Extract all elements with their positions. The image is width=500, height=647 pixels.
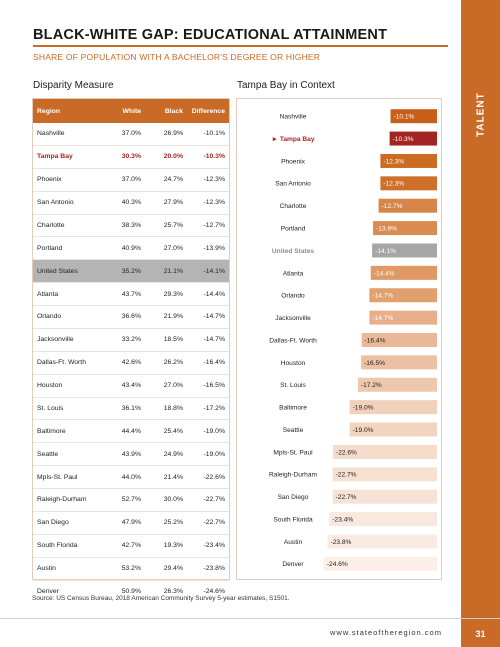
category-label: San Antonio bbox=[275, 180, 311, 188]
cell-difference: -19.0% bbox=[203, 450, 225, 458]
cell-white: 47.9% bbox=[121, 519, 141, 527]
cell-black: 30.0% bbox=[163, 496, 183, 504]
cell-region: St. Louis bbox=[37, 404, 64, 412]
cell-white: 44.4% bbox=[121, 427, 141, 435]
cell-black: 24.9% bbox=[163, 450, 183, 458]
table-row bbox=[33, 398, 229, 421]
bar-value-label: -13.9% bbox=[376, 225, 397, 233]
cell-region: Tampa Bay bbox=[37, 153, 73, 161]
cell-white: 42.7% bbox=[121, 542, 141, 550]
cell-difference: -12.3% bbox=[203, 199, 225, 207]
table-row bbox=[33, 146, 229, 169]
category-label: Austin bbox=[283, 538, 303, 546]
category-label: Charlotte bbox=[279, 203, 307, 211]
cell-region: South Florida bbox=[37, 542, 78, 550]
cell-black: 27.0% bbox=[163, 244, 183, 252]
cell-black: 27.0% bbox=[163, 382, 183, 390]
cell-black: 25.7% bbox=[163, 221, 183, 229]
cell-black: 18.8% bbox=[163, 404, 183, 412]
cell-white: 36.6% bbox=[121, 313, 141, 321]
cell-region: Nashville bbox=[37, 130, 65, 138]
cell-black: 26.2% bbox=[163, 359, 183, 367]
table-row bbox=[33, 420, 229, 443]
cell-difference: -23.8% bbox=[203, 565, 225, 573]
cell-white: 30.3% bbox=[121, 153, 141, 161]
page-number: 31 bbox=[461, 620, 500, 647]
bar-value-label: -12.7% bbox=[381, 203, 403, 211]
cell-white: 50.9% bbox=[121, 588, 141, 596]
category-label: Mpls-St. Paul bbox=[273, 449, 313, 457]
table-row bbox=[33, 169, 229, 192]
cell-region: Orlando bbox=[37, 313, 62, 321]
cell-region: Dallas-Ft. Worth bbox=[37, 359, 86, 367]
category-label: Orlando bbox=[281, 292, 305, 300]
cell-difference: -12.3% bbox=[203, 176, 225, 184]
cell-region: Raleigh-Durham bbox=[37, 496, 87, 504]
cell-white: 40.9% bbox=[121, 244, 141, 252]
cell-black: 25.2% bbox=[163, 519, 183, 527]
category-label: South Florida bbox=[273, 516, 313, 524]
disparity-table bbox=[32, 98, 230, 596]
cell-difference: -16.5% bbox=[203, 382, 225, 390]
bar-value-label: -22.6% bbox=[336, 449, 357, 457]
bar-value-label: -19.0% bbox=[352, 426, 374, 434]
table-row bbox=[33, 375, 229, 398]
cell-black: 24.7% bbox=[163, 176, 183, 184]
cell-difference: -14.7% bbox=[203, 313, 225, 321]
category-label: Atlanta bbox=[282, 270, 304, 278]
cell-region: United States bbox=[37, 267, 78, 275]
cell-difference: -13.9% bbox=[203, 244, 225, 252]
bar-value-label: -10.3% bbox=[392, 135, 414, 143]
bar-value-label: -24.6% bbox=[326, 561, 348, 569]
table-row bbox=[33, 283, 229, 306]
bar-value-label: -12.3% bbox=[383, 158, 405, 166]
cell-region: Portland bbox=[37, 244, 63, 252]
category-label: San Diego bbox=[277, 494, 309, 502]
cell-region: San Diego bbox=[37, 519, 69, 527]
cell-difference: -14.7% bbox=[203, 336, 225, 344]
cell-black: 21.9% bbox=[163, 313, 183, 321]
table-row bbox=[33, 558, 229, 581]
bar-value-label: -10.1% bbox=[393, 113, 415, 121]
cell-region: Seattle bbox=[37, 450, 59, 458]
cell-white: 44.0% bbox=[121, 473, 141, 481]
cell-black: 19.3% bbox=[163, 542, 183, 550]
table-row bbox=[33, 352, 229, 375]
cell-white: 37.0% bbox=[121, 176, 141, 184]
cell-white: 40.3% bbox=[121, 199, 141, 207]
cell-difference: -23.4% bbox=[203, 542, 225, 550]
table-row bbox=[33, 535, 229, 558]
table-row bbox=[33, 215, 229, 238]
cell-region: Austin bbox=[37, 565, 56, 573]
bar-value-label: -16.4% bbox=[364, 337, 386, 345]
bar-value-label: -14.7% bbox=[372, 315, 394, 323]
cell-white: 33.2% bbox=[121, 336, 141, 344]
header-region: Region bbox=[37, 107, 61, 115]
cell-black: 21.1% bbox=[163, 267, 183, 275]
cell-black: 25.4% bbox=[163, 427, 183, 435]
footer-rule bbox=[0, 618, 500, 619]
table-row bbox=[33, 260, 229, 283]
cell-white: 36.1% bbox=[121, 404, 141, 412]
cell-white: 35.2% bbox=[121, 267, 141, 275]
bar-value-label: -14.4% bbox=[373, 270, 395, 278]
table-row bbox=[33, 512, 229, 535]
category-label: St. Louis bbox=[280, 382, 306, 390]
bar-value-label: -23.4% bbox=[332, 516, 354, 524]
cell-difference: -14.4% bbox=[203, 290, 225, 298]
category-label: ► Tampa Bay bbox=[271, 135, 315, 143]
cell-region: Mpls-St. Paul bbox=[37, 473, 78, 481]
cell-white: 43.7% bbox=[121, 290, 141, 298]
cell-white: 42.6% bbox=[121, 359, 141, 367]
category-label: Denver bbox=[282, 561, 304, 569]
table-row bbox=[33, 192, 229, 215]
cell-region: Phoenix bbox=[37, 176, 62, 184]
cell-region: Charlotte bbox=[37, 221, 65, 229]
bar-value-label: -14.1% bbox=[375, 247, 397, 255]
disparity-measure-label: Disparity Measure bbox=[33, 80, 114, 91]
cell-black: 26.3% bbox=[163, 588, 183, 596]
cell-region: San Antonio bbox=[37, 199, 74, 207]
bar-value-label: -12.3% bbox=[383, 180, 405, 188]
cell-black: 20.0% bbox=[163, 153, 183, 161]
table-body bbox=[33, 123, 229, 603]
cell-black: 26.9% bbox=[163, 130, 183, 138]
cell-region: Baltimore bbox=[37, 427, 66, 435]
table-row bbox=[33, 466, 229, 489]
cell-difference: -17.2% bbox=[203, 404, 225, 412]
category-label: Dallas-Ft. Worth bbox=[269, 337, 317, 345]
bar-value-label: -19.0% bbox=[352, 404, 374, 412]
cell-difference: -22.6% bbox=[203, 473, 225, 481]
cell-black: 18.5% bbox=[163, 336, 183, 344]
cell-white: 38.3% bbox=[121, 221, 141, 229]
cell-black: 29.4% bbox=[163, 565, 183, 573]
category-label: Nashville bbox=[279, 113, 307, 121]
cell-black: 29.3% bbox=[163, 290, 183, 298]
table-row bbox=[33, 123, 229, 146]
cell-region: Denver bbox=[37, 588, 59, 596]
cell-region: Houston bbox=[37, 382, 63, 390]
header-difference: Difference bbox=[191, 107, 225, 115]
bar-value-label: -23.8% bbox=[330, 538, 352, 546]
cell-white: 43.9% bbox=[121, 450, 141, 458]
cell-white: 53.2% bbox=[121, 565, 141, 573]
category-label: Houston bbox=[280, 359, 306, 367]
header-white: White bbox=[122, 107, 141, 115]
category-label: Phoenix bbox=[281, 158, 305, 166]
cell-region: Atlanta bbox=[37, 290, 59, 298]
category-label: United States bbox=[271, 247, 315, 255]
category-label: Baltimore bbox=[279, 404, 307, 412]
bar-value-label: -22.7% bbox=[335, 471, 357, 479]
table-row bbox=[33, 306, 229, 329]
cell-black: 27.9% bbox=[163, 199, 183, 207]
cell-difference: -14.1% bbox=[203, 267, 225, 275]
cell-difference: -24.6% bbox=[203, 588, 225, 596]
side-tab-label: TALENT bbox=[475, 92, 487, 138]
source-note: Source: US Census Bureau, 2018 American Community Survey 5-year estimates, S1501. bbox=[32, 595, 290, 602]
cell-difference: -16.4% bbox=[203, 359, 225, 367]
cell-difference: -22.7% bbox=[203, 519, 225, 527]
category-label: Portland bbox=[280, 225, 306, 233]
table-row bbox=[33, 489, 229, 512]
page-title: BLACK-WHITE GAP: EDUCATIONAL ATTAINMENT bbox=[33, 27, 388, 43]
cell-difference: -12.7% bbox=[203, 221, 225, 229]
bar-chart-svg bbox=[237, 99, 443, 581]
cell-white: 43.4% bbox=[121, 382, 141, 390]
table-row bbox=[33, 443, 229, 466]
category-label: Seattle bbox=[282, 426, 304, 434]
bar-value-label: -17.2% bbox=[360, 382, 382, 390]
category-label: Jacksonville bbox=[275, 315, 311, 323]
site-url[interactable]: www.stateoftheregion.com bbox=[330, 628, 442, 637]
page-subtitle: SHARE OF POPULATION WITH A BACHELOR'S DEGREE OR HIGHER bbox=[33, 52, 321, 62]
table-row bbox=[33, 237, 229, 260]
header-black: Black bbox=[164, 107, 183, 115]
cell-white: 37.0% bbox=[121, 130, 141, 138]
tampa-bay-in-context-label: Tampa Bay in Context bbox=[237, 80, 335, 91]
cell-white: 52.7% bbox=[121, 496, 141, 504]
bar-value-label: -14.7% bbox=[372, 292, 394, 300]
cell-difference: -10.3% bbox=[203, 153, 225, 161]
tampa-bay-context-chart bbox=[236, 98, 442, 580]
bar-value-label: -16.5% bbox=[364, 359, 386, 367]
cell-black: 21.4% bbox=[163, 473, 183, 481]
table-header bbox=[33, 99, 229, 123]
category-label: Raleigh-Durham bbox=[268, 471, 318, 479]
cell-difference: -22.7% bbox=[203, 496, 225, 504]
cell-difference: -10.1% bbox=[203, 130, 225, 138]
title-rule bbox=[33, 45, 448, 47]
table-row bbox=[33, 329, 229, 352]
cell-difference: -19.0% bbox=[203, 427, 225, 435]
cell-region: Jacksonville bbox=[37, 336, 74, 344]
bar-value-label: -22.7% bbox=[335, 494, 357, 502]
